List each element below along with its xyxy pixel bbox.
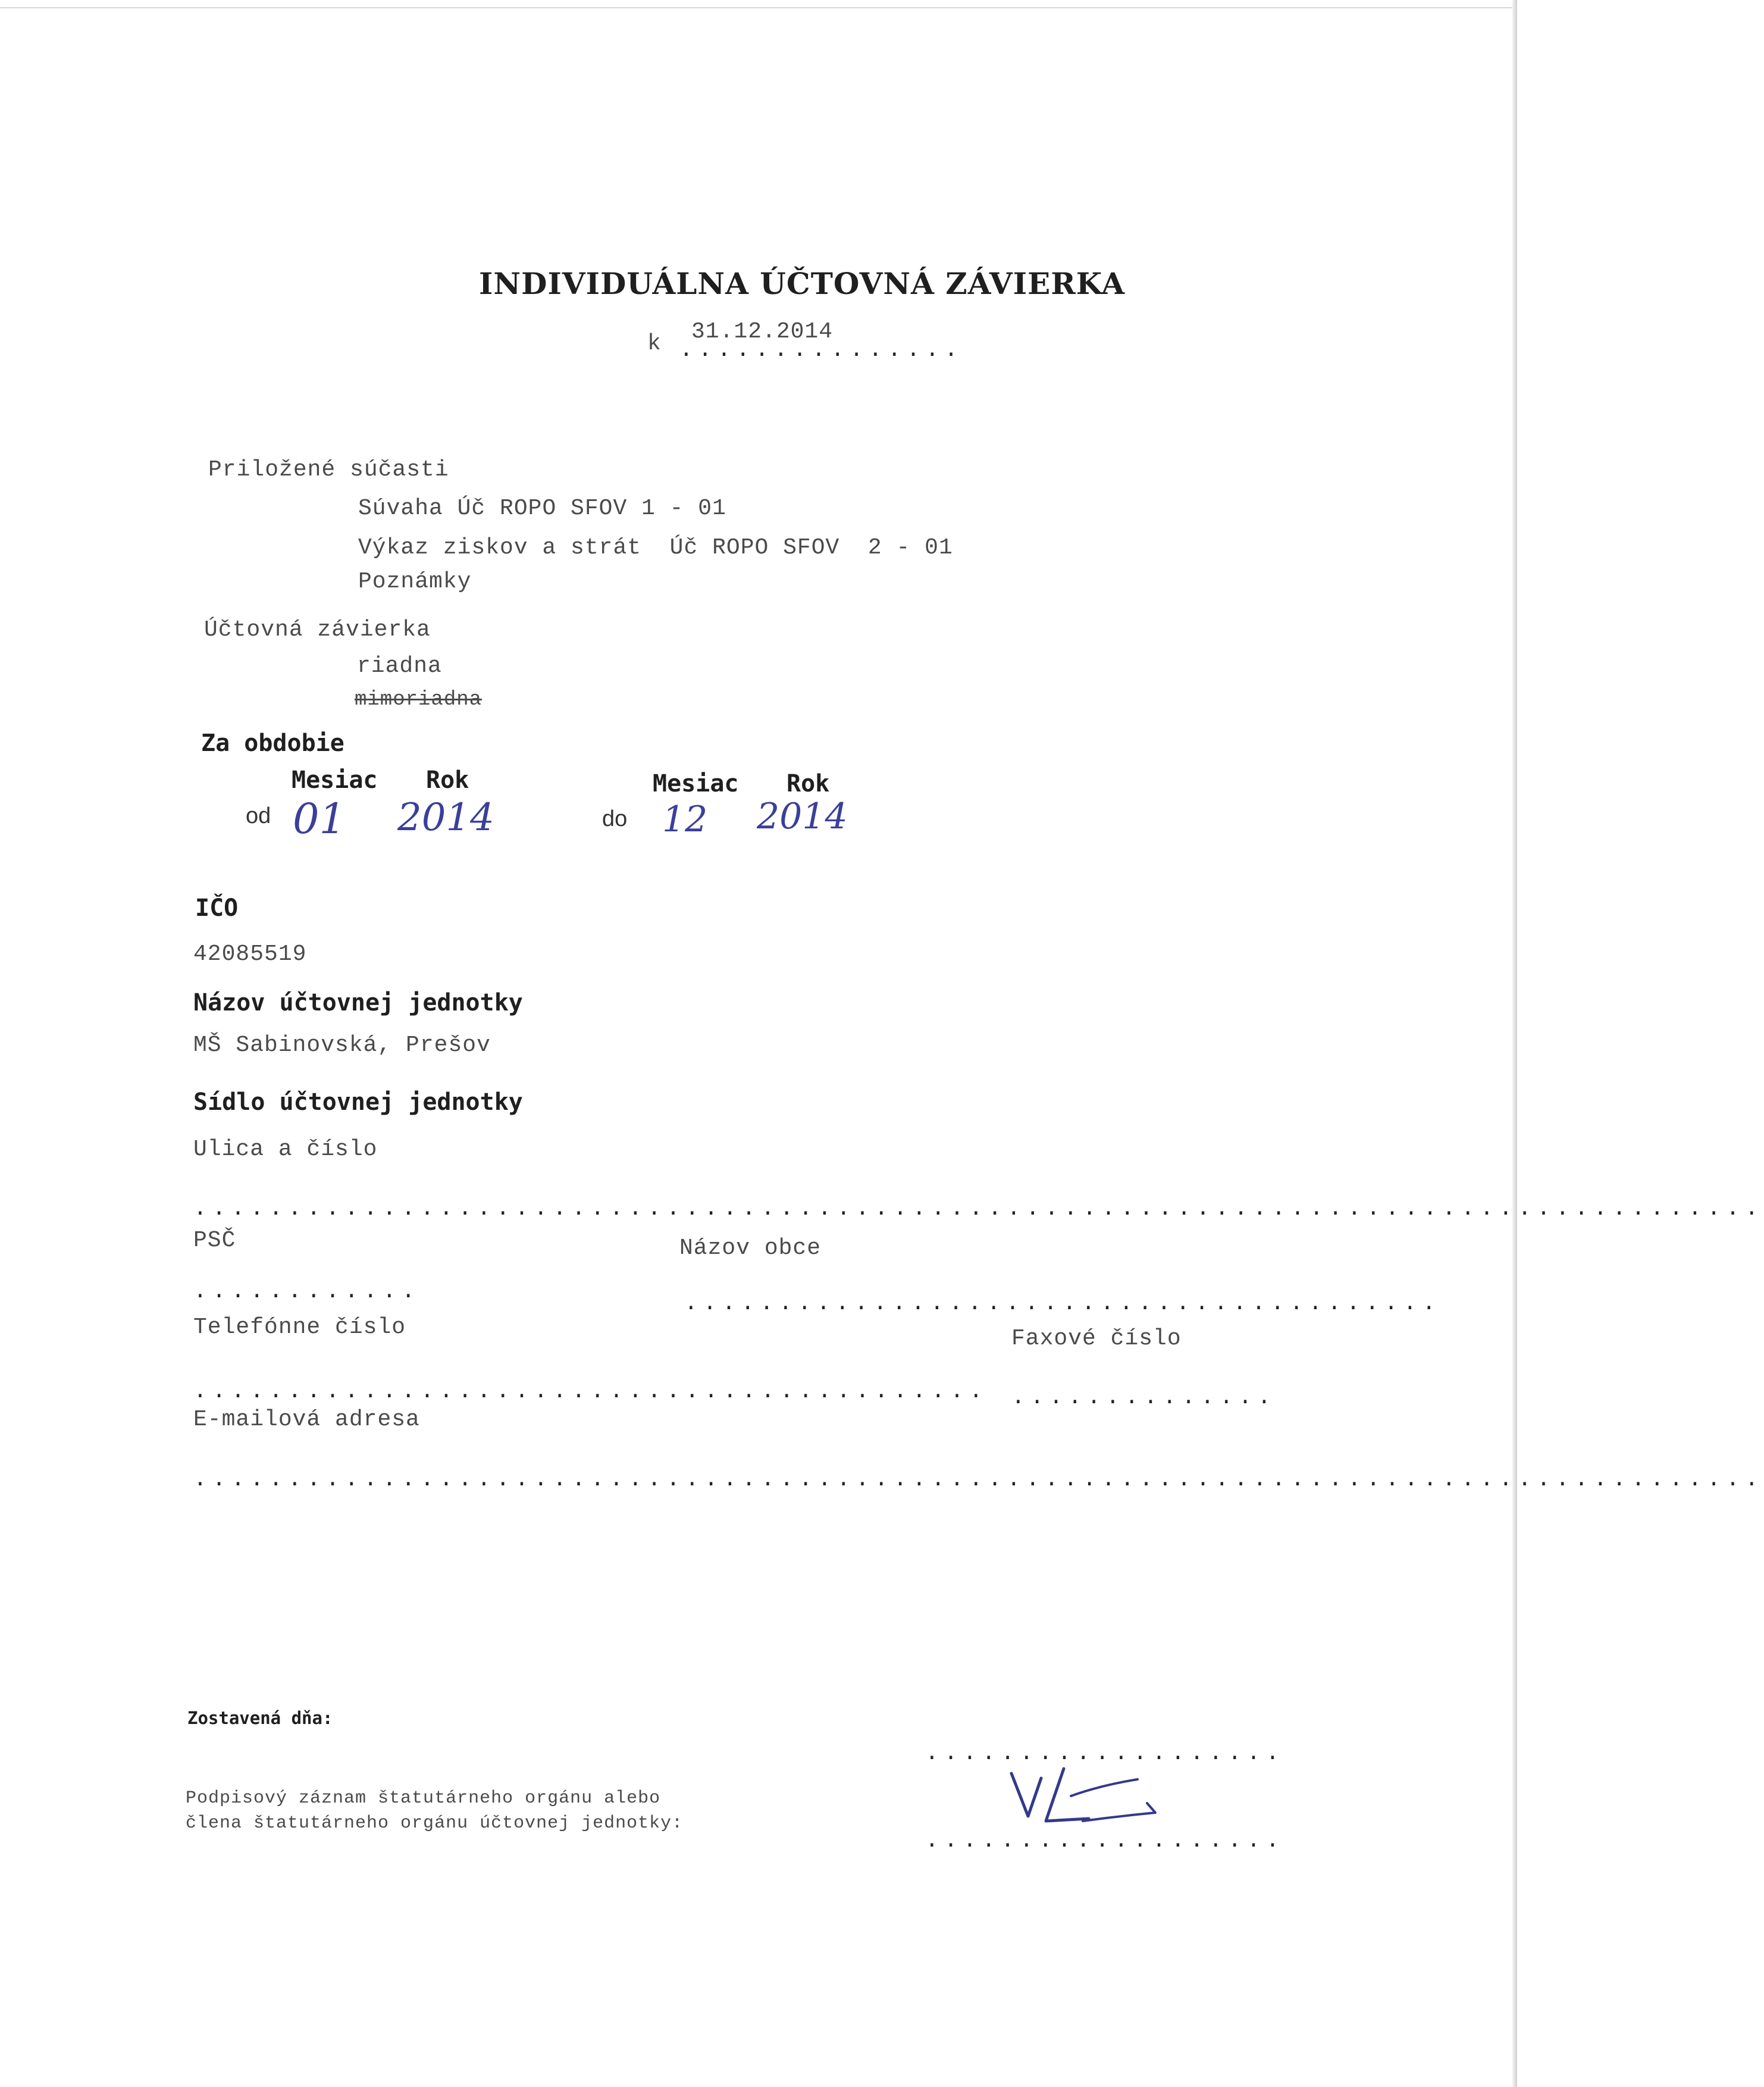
street-label: Ulica a číslo bbox=[193, 1137, 378, 1162]
to-year-label: Rok bbox=[787, 770, 830, 797]
signature-label-line-2: člena štatutárneho orgánu účtovnej jednotky: bbox=[186, 1813, 684, 1833]
date-prefix: k bbox=[647, 331, 662, 356]
closing-date: 31.12.2014 bbox=[691, 319, 834, 345]
statement-type-extraordinary: mimoriadna bbox=[355, 689, 482, 711]
component-income-statement: Výkaz ziskov a strát Úč ROPO SFOV 2 - 01 bbox=[358, 535, 953, 561]
signature-dotted-line: ................... bbox=[925, 1828, 1285, 1854]
scan-right-edge bbox=[1512, 0, 1517, 2087]
entity-seat-label: Sídlo účtovnej jednotky bbox=[193, 1088, 523, 1116]
component-balance-sheet: Súvaha Úč ROPO SFOV 1 - 01 bbox=[358, 496, 726, 521]
statement-type-regular: riadna bbox=[357, 653, 442, 679]
from-month-value: 01 bbox=[293, 794, 346, 843]
compiled-date-label: Zostavená dňa: bbox=[187, 1708, 333, 1728]
phone-label: Telefónne číslo bbox=[193, 1315, 406, 1340]
from-label: od bbox=[246, 803, 271, 828]
document-title: INDIVIDUÁLNA ÚČTOVNÁ ZÁVIERKA bbox=[479, 266, 1126, 301]
components-label: Priložené súčasti bbox=[208, 457, 449, 483]
ico-value: 42085519 bbox=[193, 941, 307, 967]
scan-top-edge bbox=[0, 7, 1517, 8]
period-label: Za obdobie bbox=[201, 730, 344, 757]
entity-name-value: MŠ Sabinovská, Prešov bbox=[193, 1032, 491, 1058]
from-year-label: Rok bbox=[426, 766, 469, 794]
to-year-value: 2014 bbox=[757, 796, 848, 837]
to-label: do bbox=[602, 806, 628, 831]
ico-label: IČO bbox=[195, 894, 239, 922]
psc-label: PSČ bbox=[193, 1228, 236, 1253]
component-notes: Poznámky bbox=[358, 569, 472, 595]
street-dotted-line: ................................................................................... bbox=[193, 1196, 1764, 1222]
entity-name-label: Názov účtovnej jednotky bbox=[193, 989, 523, 1016]
city-label: Názov obce bbox=[679, 1235, 822, 1261]
fax-dotted-line: .............. bbox=[1011, 1385, 1277, 1410]
signature-label-line-1: Podpisový záznam štatutárneho orgánu alebo bbox=[186, 1788, 661, 1808]
from-year-value: 2014 bbox=[397, 796, 494, 840]
compiled-date-dotted-line: ................... bbox=[925, 1741, 1285, 1766]
date-dotted-line: ............... bbox=[679, 337, 964, 363]
to-month-label: Mesiac bbox=[653, 770, 739, 797]
fax-label: Faxové číslo bbox=[1011, 1326, 1182, 1351]
to-month-value: 12 bbox=[662, 799, 708, 840]
phone-dotted-line: .......................................... bbox=[193, 1379, 988, 1404]
email-dotted-line: ................................................................................... bbox=[193, 1467, 1764, 1492]
statement-type-label: Účtovná závierka bbox=[204, 617, 431, 643]
city-dotted-line: ........................................ bbox=[684, 1291, 1442, 1316]
psc-dotted-line: ............ bbox=[193, 1279, 421, 1304]
from-month-label: Mesiac bbox=[292, 766, 378, 794]
email-label: E-mailová adresa bbox=[193, 1407, 420, 1432]
signature bbox=[1000, 1761, 1178, 1833]
